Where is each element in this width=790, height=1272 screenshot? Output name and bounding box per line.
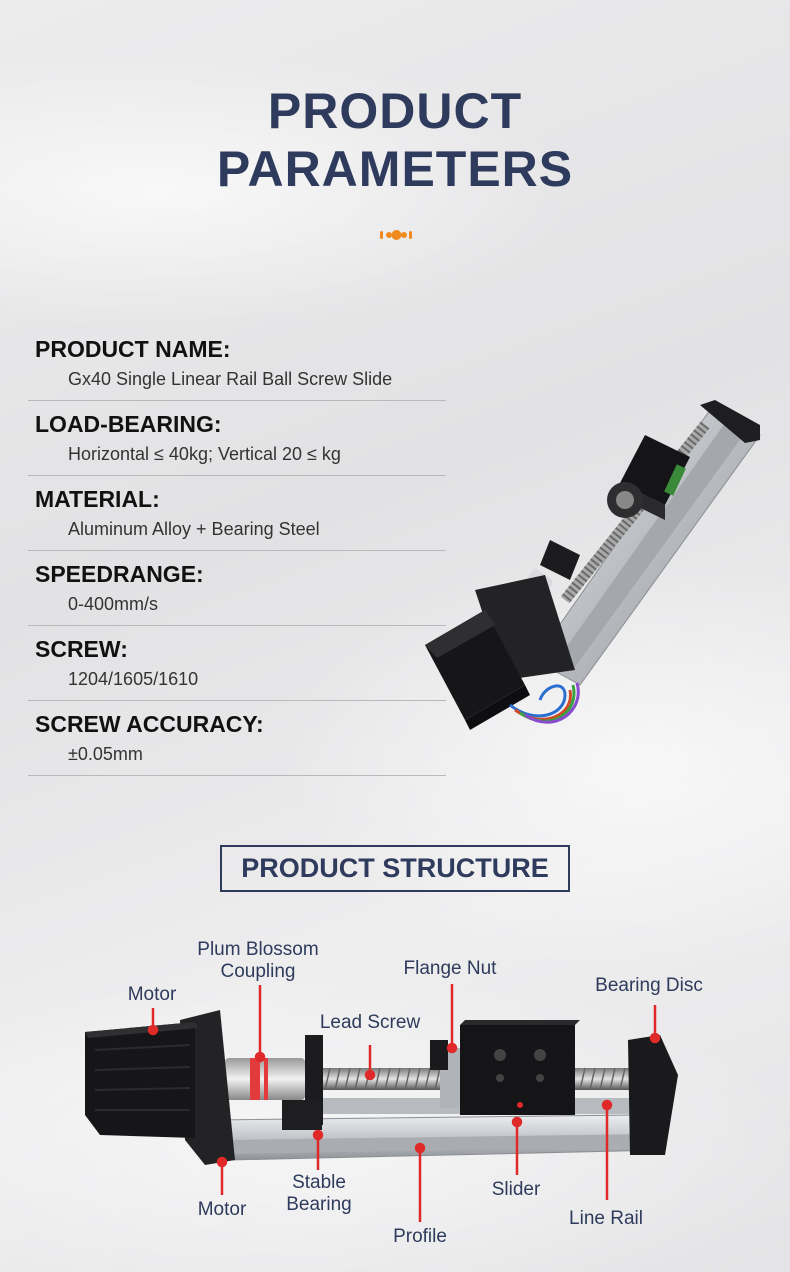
param-label: LOAD-BEARING: <box>35 411 222 437</box>
callout-bearing-disc: Bearing Disc <box>595 975 703 996</box>
parameters-list <box>28 326 446 776</box>
section-title-structure: PRODUCT STRUCTURE <box>220 845 570 892</box>
page-title-line2: PARAMETERS <box>216 141 574 197</box>
structure-diagram <box>0 900 790 1272</box>
param-label: MATERIAL: <box>35 486 160 512</box>
param-product-name <box>28 326 446 401</box>
param-value: Horizontal ≤ 40kg; Vertical 20 ≤ kg <box>68 444 341 464</box>
param-load-bearing <box>28 401 446 476</box>
callout-lead-screw: Lead Screw <box>319 1012 421 1033</box>
param-value: Gx40 Single Linear Rail Ball Screw Slide <box>68 369 393 389</box>
param-value: 0-400mm/s <box>68 594 159 614</box>
callout-coupling-line1: Plum Blossom <box>197 939 319 960</box>
callout-flange-nut: Flange Nut <box>403 958 497 979</box>
product-photo <box>415 395 775 740</box>
page-title-line1: PRODUCT <box>267 83 523 139</box>
callout-slider: Slider <box>491 1179 541 1200</box>
param-speed-range <box>28 551 446 626</box>
param-screw-accuracy <box>28 701 446 776</box>
callout-stable-bearing-line2: Bearing <box>286 1194 352 1215</box>
param-value: ±0.05mm <box>68 744 143 764</box>
callout-coupling-line2: Coupling <box>220 961 296 982</box>
callout-line-rail: Line Rail <box>569 1208 643 1229</box>
param-screw <box>28 626 446 701</box>
callout-profile: Profile <box>393 1226 447 1247</box>
param-material <box>28 476 446 551</box>
param-label: SCREW ACCURACY: <box>35 711 264 737</box>
param-label: SPEEDRANGE: <box>35 561 204 587</box>
callout-stable-bearing-line1: Stable <box>292 1172 346 1193</box>
title-divider-icon <box>380 228 412 242</box>
param-label: PRODUCT NAME: <box>35 336 231 362</box>
callout-motor-bottom: Motor <box>197 1199 247 1220</box>
callout-motor-top: Motor <box>127 984 177 1005</box>
param-label: SCREW: <box>35 636 128 662</box>
param-value: 1204/1605/1610 <box>68 669 199 689</box>
param-value: Aluminum Alloy + Bearing Steel <box>68 519 320 539</box>
